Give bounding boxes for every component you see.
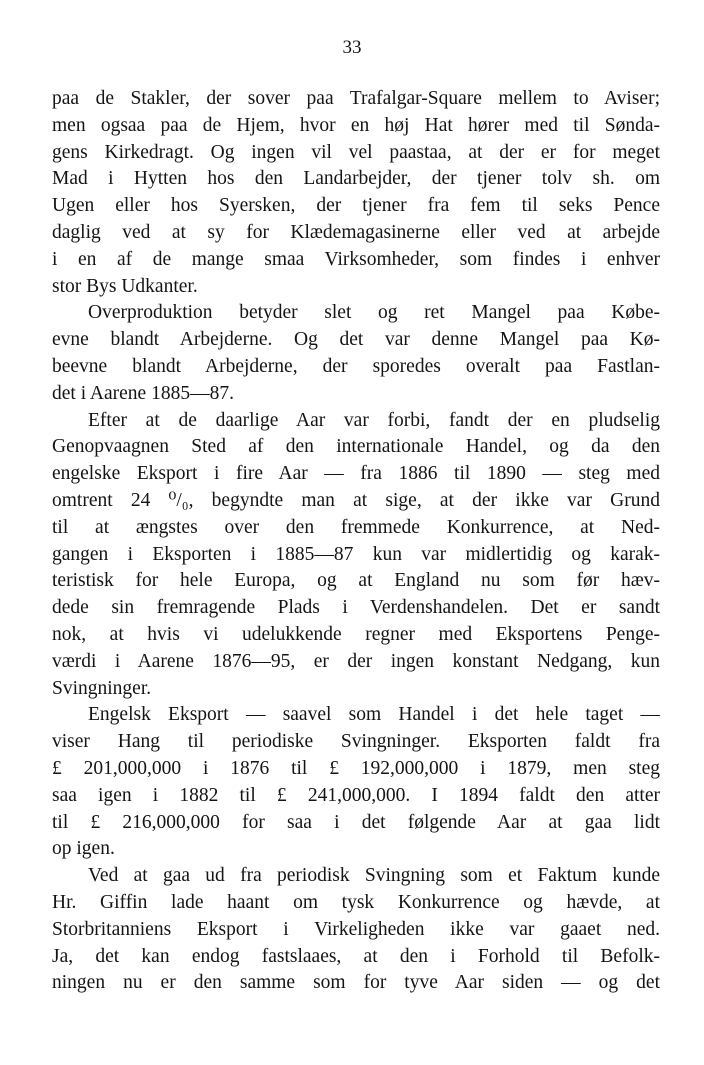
text-line: dede sin fremragende Plads i Verdenshandelen. Det er sandt — [52, 597, 660, 619]
text-line: men ogsaa paa de Hjem, hvor en høj Hat hører med til Sønda- — [52, 114, 660, 136]
paragraph — [52, 863, 660, 997]
paragraph — [52, 408, 660, 703]
text-line: til £ 216,000,000 for saa i det følgende Aar at gaa lidt — [52, 811, 660, 833]
text-line: op igen. — [52, 838, 115, 860]
paragraph — [52, 300, 660, 407]
text-line: Storbritanniens Eksport i Virkeligheden ikke var gaaet ned. — [52, 918, 660, 940]
text-line: Genopvaagnen Sted af den internationale Handel, og da den — [52, 436, 660, 458]
text-line: gangen i Eksporten i 1885—87 kun var midlertidig og karak- — [52, 543, 660, 565]
text-line: viser Hang til periodiske Svingninger. Eksporten faldt fra — [52, 731, 660, 753]
text-line: Ved at gaa ud fra periodisk Svingning som et Faktum kunde — [88, 865, 660, 887]
text-line: Efter at de daarlige Aar var forbi, fandt der en pludselig — [88, 409, 660, 431]
text-line: paa de Stakler, der sover paa Trafalgar-Square mellem to Aviser; — [52, 88, 660, 109]
text-line: værdi i Aarene 1876—95, er der ingen konstant Nedgang, kun — [52, 650, 660, 672]
text-line: Ugen eller hos Syersken, der tjener fra fem til seks Pence — [52, 195, 660, 217]
text-line: Engelsk Eksport — saavel som Handel i det hele taget — — [88, 704, 660, 726]
paragraph — [52, 86, 660, 300]
text-line: Ja, det kan endog fastslaaes, at den i Forhold til Befolk- — [52, 945, 660, 967]
text-line: teristisk for hele Europa, og at England nu som før hæv- — [52, 570, 660, 592]
text-line: det i Aarene 1885—87. — [52, 382, 234, 404]
text-line: evne blandt Arbejderne. Og det var denne Mangel paa Kø- — [52, 329, 660, 351]
text-line: gens Kirkedragt. Og ingen vil vel paastaa, at der er for meget — [52, 141, 660, 163]
text-line: Hr. Giffin lade haant om tysk Konkurrence og hævde, at — [52, 891, 660, 913]
text-line: i en af de mange smaa Virksomheder, som findes i enhver — [52, 248, 660, 270]
text-line: Overproduktion betyder slet og ret Mangel paa Købe- — [88, 302, 660, 324]
text-line: nok, at hvis vi udelukkende regner med Eksportens Penge- — [52, 623, 660, 645]
text-line: stor Bys Udkanter. — [52, 275, 198, 297]
body-text — [52, 86, 660, 997]
text-line: beevne blandt Arbejderne, der sporedes overalt paa Fastlan- — [52, 355, 660, 377]
text-line: omtrent 24 ⁰/₀, begyndte man at sige, at der ikke var Grund — [52, 489, 660, 511]
text-line: Mad i Hytten hos den Landarbejder, der tjener tolv sh. om — [52, 168, 660, 190]
page-number: 33 — [342, 37, 362, 58]
text-line: Svingninger. — [52, 677, 152, 699]
text-line: engelske Eksport i fire Aar — fra 1886 til 1890 — steg med — [52, 463, 660, 485]
text-line: daglig ved at sy for Klædemagasinerne eller ved at arbejde — [52, 221, 660, 243]
text-line: til at ængstes over den fremmede Konkurrence, at Ned- — [52, 516, 660, 538]
text-line: £ 201,000,000 i 1876 til £ 192,000,000 i 1879, men steg — [52, 757, 660, 779]
text-line: saa igen i 1882 til £ 241,000,000. I 1894 faldt den atter — [52, 784, 660, 806]
paragraph — [52, 702, 660, 863]
text-line: ningen nu er den samme som for tyve Aar siden — og det — [52, 972, 660, 994]
